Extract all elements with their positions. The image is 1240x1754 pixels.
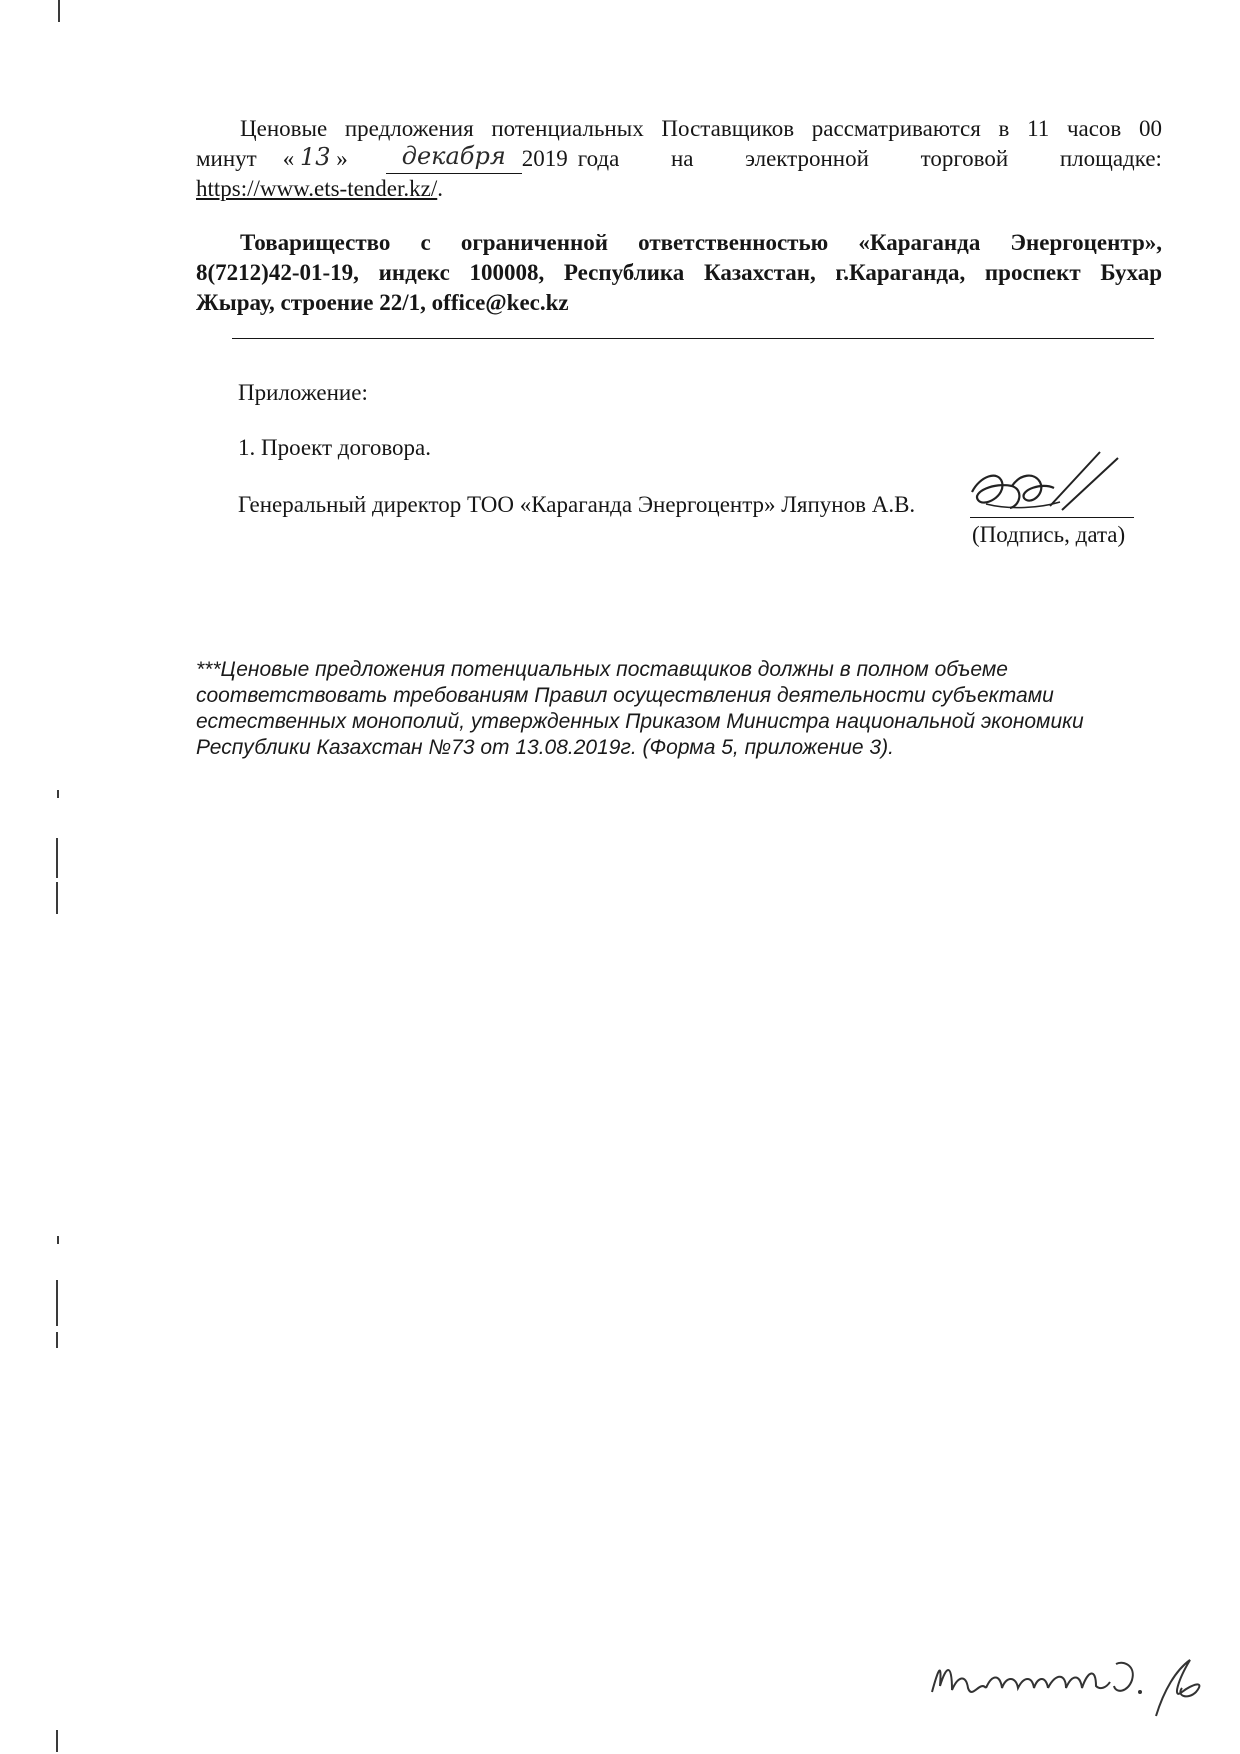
quote-close: » [336,146,348,171]
scan-mark [56,1280,58,1326]
org-line-1: Товарищество с ограниченной ответственностью «Караганда Энергоцентр», [240,230,1162,255]
quote-open: « [282,146,295,171]
footnote [196,657,1148,761]
url-tail: . [437,176,443,201]
scan-mark [56,1332,58,1348]
horizontal-rule [232,338,1154,339]
footnote-line: Республики Казахстан №73 от 13.08.2019г. (Форма 5, приложение 3). [196,736,894,759]
appendix-item-1: 1. Проект договора. [238,435,431,460]
appendix-heading: Приложение: [238,380,368,405]
tender-url-link[interactable]: https://www.ets-tender.kz/ [196,176,438,201]
word: на [670,146,694,171]
month-handwritten: декабря [401,142,506,170]
scan-mark [57,790,59,798]
organization-block [196,228,1162,318]
month-field [386,142,522,174]
line-2-words [578,144,1162,174]
director-line: Генеральный директор ТОО «Караганда Энергоцентр» Ляпунов А.В. [238,492,916,517]
org-line-2: 8(7212)42-01-19, индекс 100008, Республика Казахстан, г.Караганда, проспект Бухар [196,260,1162,285]
year: 2019 [521,146,568,171]
word: торговой [920,146,1009,171]
scan-mark [58,0,60,22]
scan-mark [57,1236,59,1244]
scan-mark [56,1730,58,1752]
word: электронной [745,146,869,171]
footnote-line: ***Ценовые предложения потенциальных поставщиков должны в полном объеме [196,658,1008,681]
footnote-line: соответствовать требованиям Правил осуществления деятельности субъектами [196,684,1054,707]
org-line-3: Жырау, строение 22/1, office@kec.kz [196,290,569,315]
word: года [577,146,620,171]
intro-line-2 [196,144,1162,174]
footnote-line: естественных монополий, утвержденных Приказом Министра национальной экономики [196,710,1084,733]
handwritten-initials-image [920,1630,1220,1730]
minutes-word: минут [196,146,257,171]
intro-line-1: Ценовые предложения потенциальных Поставщиков рассматриваются в 11 часов 00 [240,116,1162,141]
scan-mark [56,882,58,914]
intro-paragraph [196,114,1162,204]
director-signature-image [950,446,1140,526]
scan-mark [56,838,58,878]
day-field [294,143,336,174]
signature-caption: (Подпись, дата) [972,522,1126,547]
day-handwritten: 13 [299,143,331,171]
intro-line-3 [196,174,1162,204]
word: площадке: [1059,146,1162,171]
